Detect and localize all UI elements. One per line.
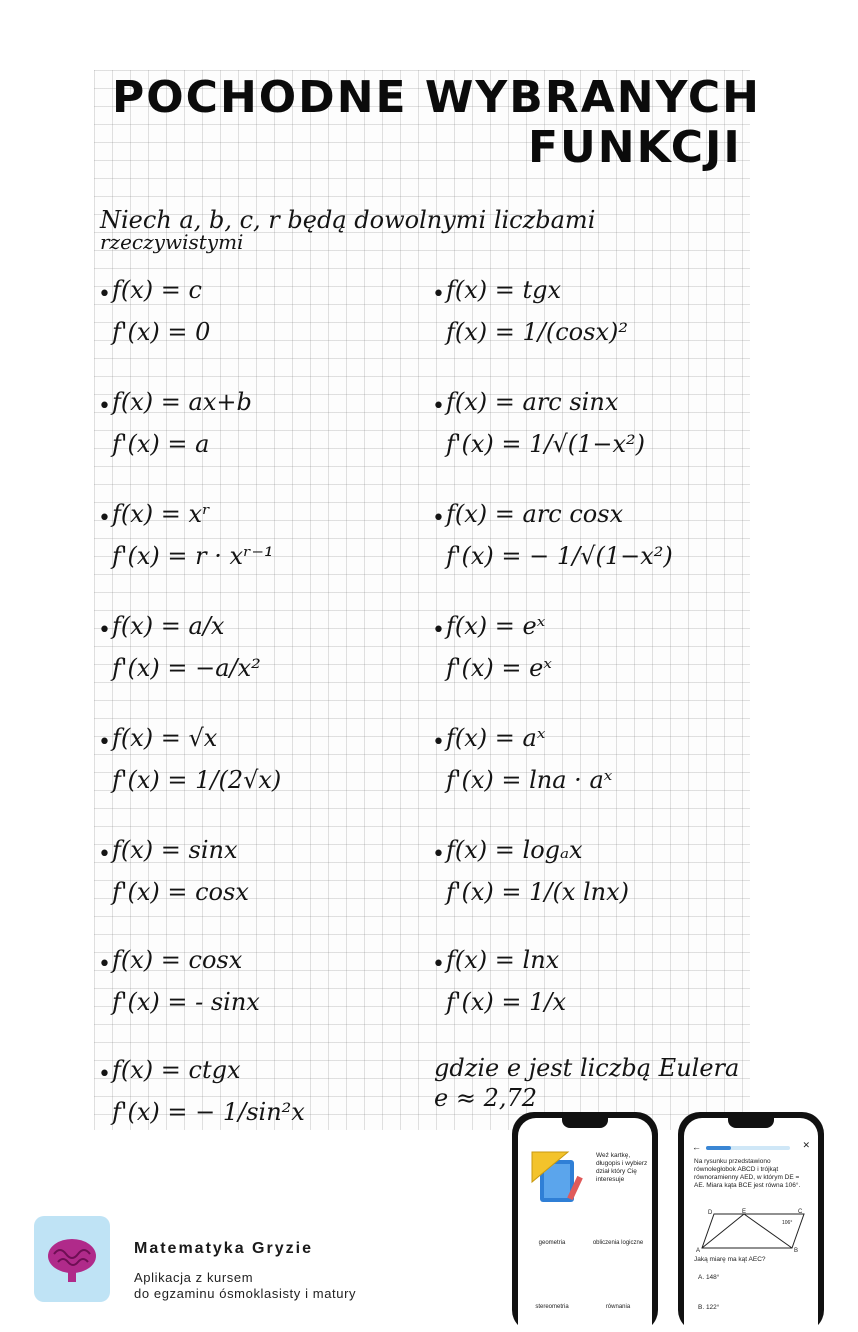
bullet: • bbox=[432, 506, 445, 531]
intro-line1: Niech a, b, c, r będą dowolnymi liczbami bbox=[100, 206, 596, 234]
angle-label: 106° bbox=[782, 1220, 793, 1226]
bullet: • bbox=[432, 394, 445, 419]
tagline-line1: Aplikacja z kursem bbox=[134, 1270, 254, 1285]
derivative: f'(x) = eˣ bbox=[446, 654, 552, 682]
category-rownania[interactable]: równania bbox=[605, 1304, 631, 1310]
bullet: • bbox=[98, 394, 111, 419]
notebook-ruler-icon bbox=[528, 1146, 590, 1206]
phone1-instruction: Weź kartkę, długopis i wybierz dział który Cię interesuje bbox=[596, 1152, 648, 1183]
function: f(x) = aˣ bbox=[446, 724, 546, 752]
derivative: f'(x) = − 1/√(1−x²) bbox=[446, 542, 673, 570]
answer-option[interactable]: A. 148° bbox=[698, 1274, 720, 1281]
derivative: f'(x) = lna · aˣ bbox=[446, 766, 613, 794]
phone-screen bbox=[518, 1118, 652, 1332]
function: f(x) = eˣ bbox=[446, 612, 546, 640]
progress-fill bbox=[706, 1146, 731, 1150]
formula-item bbox=[432, 946, 746, 1066]
bullet: • bbox=[98, 1062, 111, 1087]
formula-item bbox=[432, 500, 746, 620]
derivative: f'(x) = a bbox=[112, 430, 210, 458]
formula-item bbox=[98, 724, 412, 844]
formula-item bbox=[98, 276, 412, 396]
bullet: • bbox=[432, 282, 445, 307]
formula-item bbox=[432, 724, 746, 844]
derivative: f'(x) = 1/x bbox=[446, 988, 566, 1016]
point-e: E bbox=[742, 1209, 747, 1215]
parallelogram-figure bbox=[694, 1208, 806, 1252]
formula-item bbox=[98, 388, 412, 508]
category-obliczenia[interactable]: obliczenia logiczne bbox=[592, 1240, 644, 1246]
question-prompt: Jaką miarę ma kąt AEC? bbox=[694, 1256, 766, 1263]
function: f(x) = √x bbox=[112, 724, 218, 752]
answer-option[interactable]: B. 122° bbox=[698, 1304, 720, 1311]
point-b: B bbox=[794, 1248, 799, 1252]
brain-icon bbox=[44, 1234, 100, 1284]
derivative: f'(x) = 1/√(1−x²) bbox=[446, 430, 646, 458]
bullet: • bbox=[98, 282, 111, 307]
formula-item bbox=[98, 612, 412, 732]
question-text: Na rysunku przedstawiono równoległobok ABCD i trójkąt równoramienny AED, w którym DE = AE. Miara kąta BCE jest równa 106°. bbox=[694, 1158, 801, 1189]
euler-note: gdzie e jest liczbą Eulera bbox=[434, 1054, 740, 1082]
category-geometria[interactable]: geometria bbox=[538, 1240, 566, 1246]
bullet: • bbox=[98, 506, 111, 531]
function: f(x) = arc cosx bbox=[446, 500, 624, 528]
brand-name: Matematyka Gryzie bbox=[134, 1240, 313, 1257]
phone-screen bbox=[684, 1118, 818, 1332]
derivative: f'(x) = cosx bbox=[112, 878, 249, 906]
formula-item bbox=[98, 946, 412, 1066]
category-stereometria[interactable]: stereometria bbox=[535, 1304, 569, 1310]
function: f(x) = a/x bbox=[112, 612, 225, 640]
derivative: f'(x) = r · xʳ⁻¹ bbox=[112, 542, 274, 570]
bullet: • bbox=[98, 842, 111, 867]
formula-item bbox=[98, 1056, 412, 1176]
euler-value: e ≈ 2,72 bbox=[434, 1084, 538, 1112]
formula-item bbox=[432, 612, 746, 732]
app-logo bbox=[34, 1216, 110, 1302]
function: f(x) = logₐx bbox=[446, 836, 583, 864]
point-c: C bbox=[798, 1209, 803, 1215]
derivative: f'(x) = - sinx bbox=[112, 988, 260, 1016]
intro-line2: rzeczywistymi bbox=[100, 230, 244, 254]
point-d: D bbox=[708, 1210, 713, 1216]
bullet: • bbox=[432, 952, 445, 977]
formula-item bbox=[432, 836, 746, 956]
function: f(x) = ctgx bbox=[112, 1056, 241, 1084]
derivative: f'(x) = 1/(2√x) bbox=[112, 766, 282, 794]
progress-bar bbox=[706, 1146, 790, 1150]
formula-item bbox=[98, 500, 412, 620]
phone-mockup-question bbox=[678, 1112, 824, 1332]
title-line1: POCHODNE WYBRANYCH bbox=[112, 72, 761, 123]
function: f(x) = xʳ bbox=[112, 500, 211, 528]
formula-item bbox=[432, 276, 746, 396]
bullet: • bbox=[98, 952, 111, 977]
derivative: f'(x) = −a/x² bbox=[112, 654, 261, 682]
function: f(x) = c bbox=[112, 276, 202, 304]
back-arrow-icon[interactable]: ← bbox=[692, 1142, 701, 1152]
derivative: f'(x) = − 1/sin²x bbox=[112, 1098, 305, 1126]
phone-notch bbox=[728, 1118, 774, 1128]
close-icon[interactable]: ✕ bbox=[802, 1140, 810, 1150]
bullet: • bbox=[98, 618, 111, 643]
phone-mockup-categories bbox=[512, 1112, 658, 1332]
title-line2: FUNKCJI bbox=[528, 122, 742, 173]
bullet: • bbox=[432, 730, 445, 755]
function: f(x) = lnx bbox=[446, 946, 560, 974]
bullet: • bbox=[98, 730, 111, 755]
formula-item bbox=[432, 388, 746, 508]
function: f(x) = arc sinx bbox=[446, 388, 619, 416]
derivative: f'(x) = 1/(x lnx) bbox=[446, 878, 630, 906]
tagline-line2: do egzaminu ósmoklasisty i matury bbox=[134, 1286, 357, 1301]
function: f(x) = sinx bbox=[112, 836, 238, 864]
point-a: A bbox=[696, 1248, 701, 1252]
function: f(x) = tgx bbox=[446, 276, 562, 304]
function: f(x) = cosx bbox=[112, 946, 243, 974]
bullet: • bbox=[432, 618, 445, 643]
phone-notch bbox=[562, 1118, 608, 1128]
derivative: f(x) = 1/(cosx)² bbox=[446, 318, 628, 346]
derivative: f'(x) = 0 bbox=[112, 318, 211, 346]
formula-item bbox=[98, 836, 412, 956]
bullet: • bbox=[432, 842, 445, 867]
function: f(x) = ax+b bbox=[112, 388, 252, 416]
